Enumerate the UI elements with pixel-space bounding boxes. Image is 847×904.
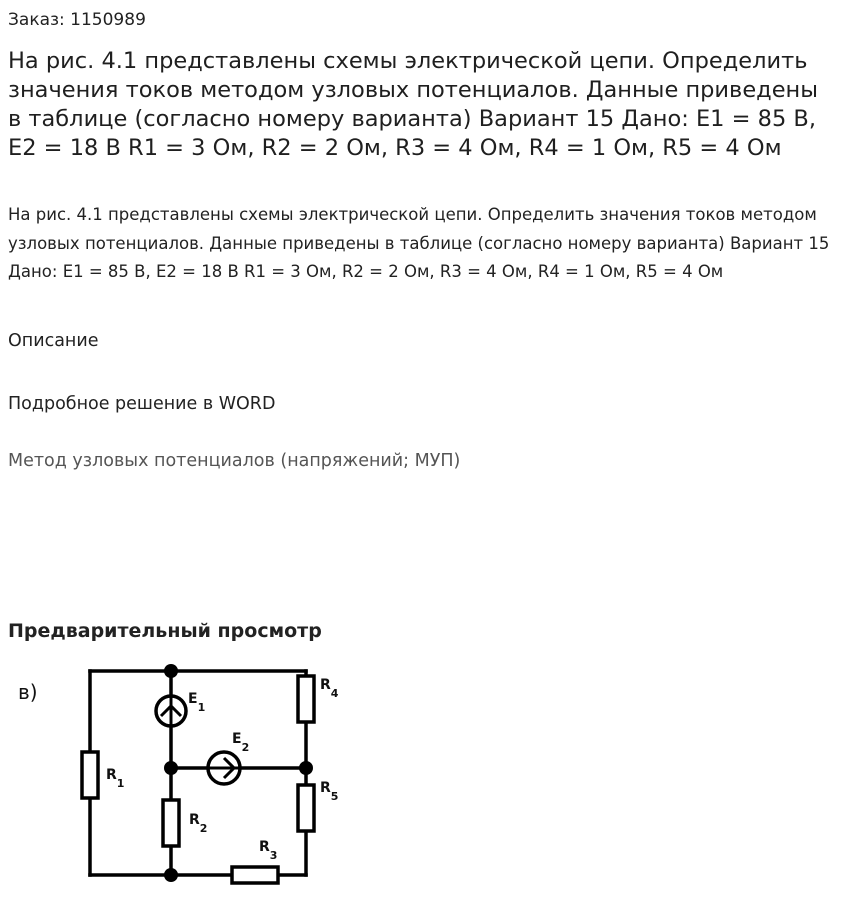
task-description: На рис. 4.1 представлены схемы электрической цепи. Определить значения токов методом узловых потенциалов. Данные приведены в таблице (согласно номеру варианта) Вариант 15 Дано: E1 = 85 В, E2 = 18 В R1 = 3 Ом, R2 = 2 Ом, R3 = 4 Ом, R4 = 1 Ом, R5 = 4 Ом bbox=[8, 205, 830, 281]
node-bottom bbox=[164, 868, 178, 882]
resistor-r4 bbox=[298, 676, 314, 722]
order-number: Заказ: 1150989 bbox=[8, 10, 146, 30]
circuit-diagram bbox=[0, 650, 400, 890]
solution-format-text: Подробное решение в WORD bbox=[8, 394, 276, 414]
method-link[interactable]: Метод узловых потенциалов (напряжений; МУП) bbox=[8, 451, 461, 471]
node-middle-right bbox=[299, 761, 313, 775]
resistor-r1 bbox=[82, 752, 98, 798]
resistor-r2 bbox=[163, 800, 179, 846]
description-heading: Описание bbox=[8, 331, 99, 351]
preview-heading: Предварительный просмотр bbox=[8, 620, 322, 642]
label-r1: $R_1$ bbox=[106, 767, 125, 790]
page-title: На рис. 4.1 представлены схемы электрической цепи. Определить значения токов методом узловых потенциалов. Данные приведены в таблице (согласно номеру варианта) Вариант 15 Дано: E1 = 85 В, E2 = 18 В R1 = 3 Ом, R2 = 2 Ом, R3 = 4 Ом, R4 = 1 Ом, R5 = 4 Ом bbox=[8, 48, 819, 161]
node-top bbox=[164, 664, 178, 678]
resistor-r3 bbox=[232, 867, 278, 883]
source-e1 bbox=[156, 696, 186, 726]
label-e2: $E_2$ bbox=[232, 731, 250, 754]
node-middle-left bbox=[164, 761, 178, 775]
label-r3: $R_3$ bbox=[259, 839, 278, 862]
label-r2: $R_2$ bbox=[189, 812, 208, 835]
source-e2 bbox=[208, 752, 240, 784]
label-r4: $R_4$ bbox=[320, 677, 339, 700]
resistor-r5 bbox=[298, 785, 314, 831]
label-r5: $R_5$ bbox=[320, 780, 339, 803]
label-e1: $E_1$ bbox=[188, 691, 206, 714]
variant-label: в) bbox=[18, 680, 38, 704]
